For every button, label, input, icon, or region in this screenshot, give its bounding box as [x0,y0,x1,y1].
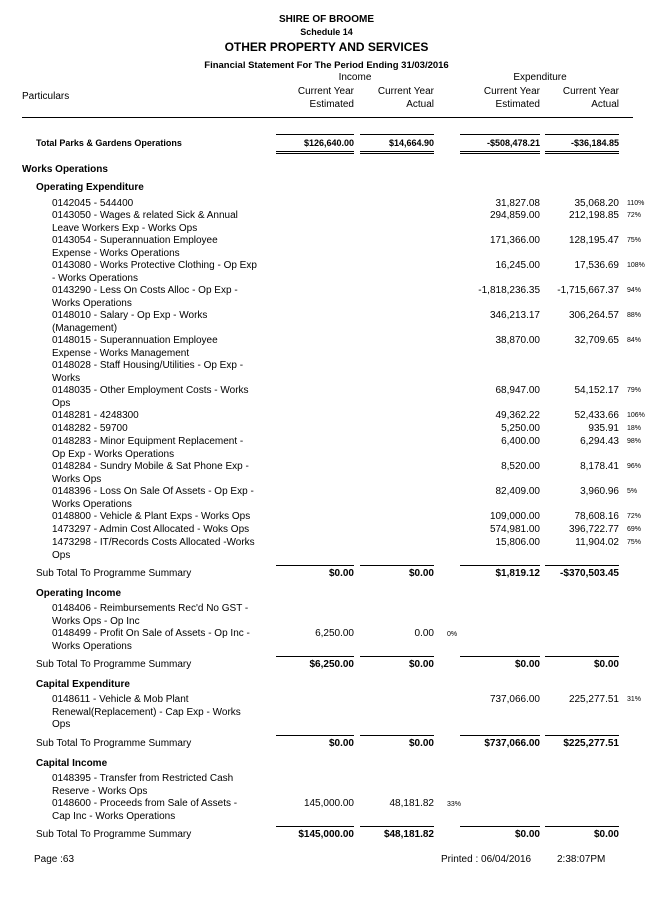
rule [276,826,354,827]
row-label: 0148611 - Vehicle & Mob Plant Renewal(Replacement) - Cap Exp - Works Ops [52,694,241,730]
opinc-subtotal-inc-act: $0.00 [408,659,434,670]
row-label: 0148281 - 4248300 [52,410,139,421]
rule [360,656,434,657]
rule [276,565,354,566]
row-exp-act: 17,536.69 [574,260,619,271]
printed-time: 2:38:07PM [557,854,606,865]
capex-subtotal-exp-est: $737,066.00 [484,738,540,749]
row-exp-act: 3,960.96 [580,486,619,497]
row-exp-act: 396,722.77 [568,524,619,535]
opinc-subtotal-inc-est: $6,250.00 [309,659,354,670]
rule [545,565,619,566]
total-parks-inc-act: $14,664.90 [388,138,434,148]
row-pct: 75% [627,539,642,546]
capex-subtotal-inc-est: $0.00 [328,738,354,749]
row-pct: 72% [627,513,642,520]
row-label: 0148406 - Reimbursements Rec'd No GST - Works Ops - Op Inc [52,603,249,627]
rule [545,735,619,736]
report-period: Financial Statement For The Period Ending 31/03/2016 [204,60,449,71]
row-exp-act: 8,178.41 [580,461,619,472]
row-exp-est: -1,818,236.35 [478,285,540,296]
org-name: SHIRE OF BROOME [278,14,374,25]
row-exp-act: 52,433.66 [574,410,619,421]
opex-subtotal-exp-act: -$370,503.45 [560,568,619,579]
income-actual-header: Current Year Actual [377,86,434,110]
row-exp-act: 306,264.57 [568,310,619,321]
row-exp-act: 11,904.02 [575,537,619,548]
page-number: Page :63 [34,854,75,865]
expenditure-actual-header: Current Year Actual [562,86,619,110]
row-pct: 33% [447,801,462,808]
row-label: 0143054 - Superannuation Employee Expense - Works Operations [52,235,218,259]
row-exp-act: 32,709.65 [574,335,619,346]
row-label: 0148035 - Other Employment Costs - Works Ops [52,385,249,409]
rule [276,656,354,657]
row-pct: 75% [627,237,642,244]
row-label: 0143050 - Wages & related Sick & Annual Leave Workers Exp - Works Ops [52,210,238,234]
row-inc-act: 0.00 [414,628,434,639]
opex-subtotal-inc-act: $0.00 [408,568,434,579]
row-pct: 5% [627,488,638,495]
opex-subtotal-label: Sub Total To Programme Summary [36,568,192,579]
row-label: 0142045 - 544400 [52,198,134,209]
particulars-header: Particulars [22,91,70,102]
capinc-subtotal-exp-est: $0.00 [514,829,540,840]
row-label: 0143080 - Works Protective Clothing - Op Exp - Works Operations [52,260,257,284]
row-exp-est: 737,066.00 [489,694,540,705]
row-label: 1473297 - Admin Cost Allocated - Woks Ops [52,524,250,535]
total-parks-exp-act: -$36,184.85 [570,138,619,148]
row-label: 0148396 - Loss On Sale Of Assets - Op Exp - Works Operations [52,486,254,510]
row-pct: 31% [627,696,642,703]
rule [360,735,434,736]
opinc-subtotal-label: Sub Total To Programme Summary [36,659,192,670]
row-exp-est: 15,806.00 [495,537,540,548]
capinc-subtotal-inc-act: $48,181.82 [383,829,434,840]
total-parks-label: Total Parks & Gardens Operations [36,138,182,148]
row-exp-act: 6,294.43 [580,436,619,447]
rule [545,656,619,657]
rule [545,826,619,827]
capex-heading: Capital Expenditure [36,679,130,690]
works-operations-heading: Works Operations [22,164,108,175]
row-label: 0143290 - Less On Costs Alloc - Op Exp - Works Operations [52,285,238,309]
row-pct: 18% [627,425,642,432]
row-exp-act: -1,715,667.37 [557,285,619,296]
printed-date: Printed : 06/04/2016 [441,854,532,865]
row-exp-est: 574,981.00 [489,524,540,535]
capex-subtotal-exp-act: $225,277.51 [563,738,619,749]
row-label: 1473298 - IT/Records Costs Allocated -Works Ops [52,537,255,561]
row-label: 0148028 - Staff Housing/Utilities - Op Exp - Works [52,360,244,384]
row-pct: 84% [627,337,642,344]
capinc-subtotal-inc-est: $145,000.00 [298,829,354,840]
rule [276,151,354,154]
row-label: 0148499 - Profit On Sale of Assets - Op Inc - Works Operations [52,628,250,652]
row-exp-act: 54,152.17 [574,385,619,396]
row-exp-act: 35,068.20 [574,198,619,209]
income-estimated-header: Current Year Estimated [297,86,354,110]
row-exp-est: 38,870.00 [495,335,540,346]
opex-subtotal-inc-est: $0.00 [328,568,354,579]
rule [460,656,540,657]
total-parks-exp-est: -$508,478.21 [486,138,540,148]
rule [545,134,619,135]
row-pct: 88% [627,312,642,319]
row-inc-act: 48,181.82 [389,798,434,809]
row-exp-est: 68,947.00 [495,385,540,396]
row-label: 0148284 - Sundry Mobile & Sat Phone Exp - Works Ops [52,461,249,485]
rule [545,151,619,154]
row-pct: 96% [627,463,642,470]
row-exp-est: 6,400.00 [501,436,540,447]
row-exp-est: 294,859.00 [489,210,540,221]
row-label: 0148015 - Superannuation Employee Expense - Works Management [52,335,218,359]
row-label: 0148395 - Transfer from Restricted Cash Reserve - Works Ops [52,773,234,797]
row-pct: 106% [627,412,645,419]
header-divider [22,117,633,118]
row-pct: 98% [627,438,642,445]
capinc-subtotal-exp-act: $0.00 [593,829,619,840]
report-title: OTHER PROPERTY AND SERVICES [224,40,429,54]
rule [276,735,354,736]
row-label: 0148800 - Vehicle & Plant Exps - Works Ops [52,511,251,522]
row-exp-act: 78,608.16 [574,511,619,522]
row-pct: 72% [627,212,642,219]
row-exp-est: 16,245.00 [495,260,540,271]
capex-subtotal-label: Sub Total To Programme Summary [36,738,192,749]
row-exp-est: 171,366.00 [489,235,540,246]
row-pct: 0% [447,631,458,638]
expenditure-group-header: Expenditure [513,72,567,83]
opex-heading: Operating Expenditure [36,182,144,193]
capinc-subtotal-label: Sub Total To Programme Summary [36,829,192,840]
row-exp-est: 8,520.00 [501,461,540,472]
total-parks-inc-est: $126,640.00 [303,138,354,148]
rule [360,565,434,566]
row-pct: 94% [627,287,642,294]
row-label: 0148283 - Minor Equipment Replacement - Op Exp - Works Operations [52,436,244,460]
rule [460,826,540,827]
opinc-subtotal-exp-act: $0.00 [593,659,619,670]
rule [360,151,434,154]
row-exp-act: 128,195.47 [568,235,619,246]
rule [276,134,354,135]
row-exp-est: 31,827.08 [495,198,540,209]
row-inc-est: 6,250.00 [315,628,354,639]
opex-subtotal-exp-est: $1,819.12 [495,568,540,579]
rule [460,565,540,566]
schedule-label: Schedule 14 [300,27,353,37]
row-exp-est: 49,362.22 [495,410,540,421]
row-exp-act: 225,277.51 [568,694,619,705]
rule [460,134,540,135]
rule [460,151,540,154]
row-exp-act: 212,198.85 [568,210,619,221]
row-pct: 69% [627,526,642,533]
row-exp-est: 5,250.00 [501,423,540,434]
row-exp-est: 346,213.17 [489,310,540,321]
row-exp-est: 82,409.00 [495,486,540,497]
expenditure-estimated-header: Current Year Estimated [483,86,540,110]
row-label: 0148010 - Salary - Op Exp - Works (Management) [52,310,208,334]
capinc-heading: Capital Income [36,758,108,769]
row-inc-est: 145,000.00 [303,798,354,809]
row-pct: 79% [627,387,642,394]
row-pct: 108% [627,262,645,269]
income-group-header: Income [338,72,372,83]
row-pct: 110% [627,200,645,207]
rule [460,735,540,736]
opinc-subtotal-exp-est: $0.00 [514,659,540,670]
row-label: 0148600 - Proceeds from Sale of Assets - Cap Inc - Works Operations [52,798,238,822]
row-label: 0148282 - 59700 [52,423,128,434]
rule [360,134,434,135]
rule [360,826,434,827]
opinc-heading: Operating Income [36,588,122,599]
capex-subtotal-inc-act: $0.00 [408,738,434,749]
row-exp-est: 109,000.00 [489,511,540,522]
row-exp-act: 935.91 [588,423,619,434]
